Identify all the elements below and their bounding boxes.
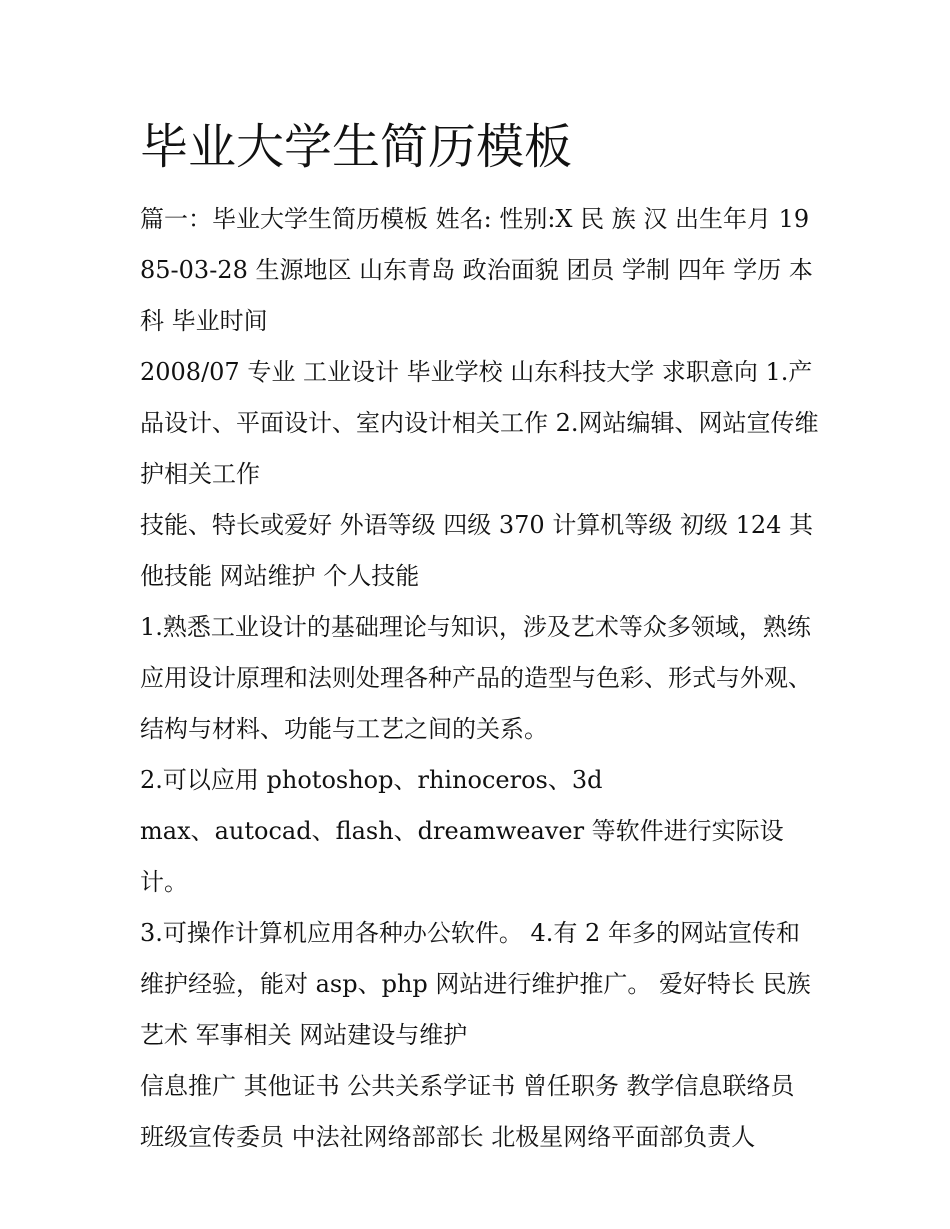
document-body	[140, 110, 820, 1163]
document-title: 毕业大学生简历模板	[140, 119, 573, 175]
paragraph-skill-3-4: 3.可操作计算机应用各种办公软件。 4.有 2 年多的网站宣传和维护经验，能对 asp、php 网站进行维护推广。 爱好特长 民族艺术 军事相关 网站建设与维护	[140, 919, 811, 1049]
paragraph-basic-info: 篇一：毕业大学生简历模板 姓名: 性别:X 民 族 汉 出生年月 1985-03-28 生源地区 山东青岛 政治面貌 团员 学制 四年 学历 本科 毕业时间	[140, 205, 813, 335]
paragraph-education-objective: 2008/07 专业 工业设计 毕业学校 山东科技大学 求职意向 1.产品设计、平面设计、室内设计相关工作 2.网站编辑、网站宣传维护相关工作	[140, 358, 819, 488]
paragraph-skill-1: 1.熟悉工业设计的基础理论与知识，涉及艺术等众多领域，熟练应用设计原理和法则处理各种产品的造型与色彩、形式与外观、结构与材料、功能与工艺之间的关系。	[140, 613, 812, 743]
paragraph-certificates-positions: 信息推广 其他证书 公共关系学证书 曾任职务 教学信息联络员 班级宣传委员 中法社网络部部长 北极星网络平面部负责人	[140, 1072, 795, 1151]
paragraph-skill-2b: max、autocad、flash、dreamweaver 等软件进行实际设计。	[140, 817, 784, 896]
paragraph-skills-summary: 技能、特长或爱好 外语等级 四级 370 计算机等级 初级 124 其他技能 网站维护 个人技能	[140, 511, 814, 590]
paragraph-skill-2a: 2.可以应用 photoshop、rhinoceros、3d	[140, 766, 603, 794]
